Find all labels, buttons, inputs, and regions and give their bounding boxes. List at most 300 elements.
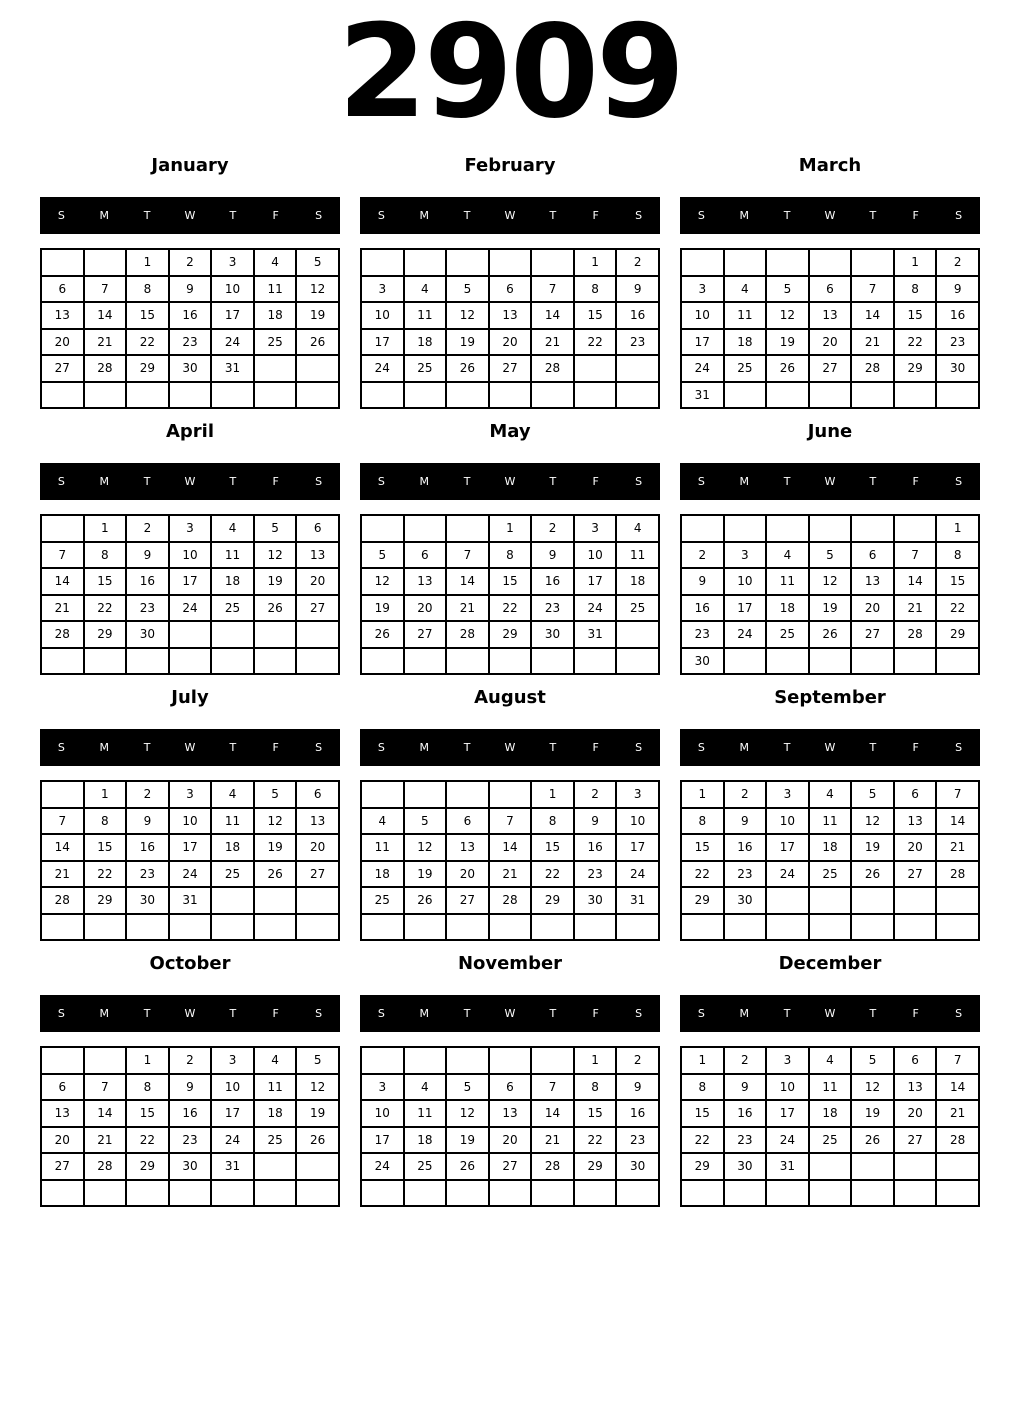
day-cell: 31 (574, 621, 617, 648)
day-cell: 27 (489, 1153, 532, 1180)
day-cell: 21 (936, 834, 979, 861)
day-cell: 3 (724, 542, 767, 569)
day-of-week-label: S (57, 209, 65, 223)
day-cell: 29 (126, 355, 169, 382)
day-of-week-label: F (592, 1007, 599, 1021)
day-of-week-label: M (99, 475, 110, 489)
empty-cell (851, 648, 894, 675)
day-cell: 18 (361, 861, 404, 888)
day-cell: 14 (489, 834, 532, 861)
day-cell: 23 (169, 1127, 212, 1154)
empty-cell (84, 382, 127, 409)
day-cell: 26 (446, 355, 489, 382)
day-cell: 20 (41, 329, 84, 356)
day-cell: 4 (404, 276, 447, 303)
day-cell: 12 (851, 1074, 894, 1101)
week-row (681, 1074, 979, 1101)
week-row (41, 595, 339, 622)
day-cell: 10 (681, 302, 724, 329)
day-cell: 29 (894, 355, 937, 382)
week-row (681, 329, 979, 356)
day-cell: 4 (809, 1047, 852, 1074)
day-cell: 13 (489, 1100, 532, 1127)
week-row (681, 276, 979, 303)
day-cell: 9 (616, 1074, 659, 1101)
day-cell: 15 (531, 834, 574, 861)
week-row (41, 542, 339, 569)
week-row (361, 382, 659, 409)
empty-cell (41, 781, 84, 808)
day-cell: 14 (41, 568, 84, 595)
day-cell: 15 (936, 568, 979, 595)
day-cell: 13 (489, 302, 532, 329)
day-cell: 12 (809, 568, 852, 595)
day-of-week-label: W (184, 741, 196, 755)
day-cell: 27 (41, 1153, 84, 1180)
empty-cell (41, 1047, 84, 1074)
day-cell: 11 (809, 1074, 852, 1101)
day-of-week-label: F (912, 475, 919, 489)
day-of-week-label: T (869, 741, 877, 755)
day-of-week-label: S (377, 1007, 385, 1021)
day-cell: 27 (404, 621, 447, 648)
day-cell: 9 (724, 808, 767, 835)
day-cell: 5 (254, 781, 297, 808)
day-of-week-label: M (419, 1007, 430, 1021)
day-cell: 24 (574, 595, 617, 622)
empty-cell (681, 914, 724, 941)
day-cell: 9 (724, 1074, 767, 1101)
day-of-week-label: M (739, 741, 750, 755)
day-cell: 31 (211, 1153, 254, 1180)
empty-cell (404, 249, 447, 276)
day-cell: 30 (531, 621, 574, 648)
day-cell: 17 (766, 834, 809, 861)
day-cell: 11 (404, 1100, 447, 1127)
day-cell: 29 (531, 887, 574, 914)
day-of-week-header-bar (680, 197, 980, 234)
empty-cell (404, 382, 447, 409)
empty-cell (724, 1180, 767, 1207)
week-row (681, 302, 979, 329)
day-cell: 3 (169, 781, 212, 808)
day-cell: 9 (681, 568, 724, 595)
month-grid (40, 780, 340, 941)
day-cell: 25 (254, 1127, 297, 1154)
day-cell: 22 (531, 861, 574, 888)
week-row (361, 861, 659, 888)
day-cell: 2 (616, 249, 659, 276)
day-cell: 27 (296, 861, 339, 888)
empty-cell (766, 914, 809, 941)
month-october (40, 953, 340, 1207)
day-cell: 5 (851, 781, 894, 808)
day-cell: 1 (894, 249, 937, 276)
month-march (680, 155, 980, 409)
day-cell: 2 (126, 515, 169, 542)
day-cell: 25 (361, 887, 404, 914)
empty-cell (404, 515, 447, 542)
week-row (361, 1180, 659, 1207)
day-cell: 6 (296, 781, 339, 808)
day-cell: 11 (766, 568, 809, 595)
day-cell: 4 (211, 781, 254, 808)
day-cell: 18 (254, 302, 297, 329)
empty-cell (211, 621, 254, 648)
day-cell: 5 (404, 808, 447, 835)
day-cell: 22 (84, 595, 127, 622)
day-of-week-label: W (504, 1007, 516, 1021)
month-august (360, 687, 660, 941)
week-row (41, 329, 339, 356)
empty-cell (84, 914, 127, 941)
day-cell: 7 (84, 276, 127, 303)
week-row (361, 1047, 659, 1074)
week-row (361, 542, 659, 569)
week-row (681, 249, 979, 276)
empty-cell (531, 1047, 574, 1074)
day-cell: 13 (446, 834, 489, 861)
empty-cell (361, 249, 404, 276)
empty-cell (361, 515, 404, 542)
day-of-week-label: T (783, 1007, 791, 1021)
day-cell: 4 (404, 1074, 447, 1101)
day-cell: 25 (809, 861, 852, 888)
empty-cell (254, 1153, 297, 1180)
day-cell: 22 (574, 329, 617, 356)
month-title: June (807, 421, 853, 443)
empty-cell (616, 914, 659, 941)
day-cell: 26 (296, 329, 339, 356)
day-of-week-label: F (272, 741, 279, 755)
day-cell: 22 (84, 861, 127, 888)
empty-cell (84, 1047, 127, 1074)
day-cell: 23 (681, 621, 724, 648)
empty-cell (361, 1047, 404, 1074)
day-of-week-label: T (869, 209, 877, 223)
day-cell: 3 (361, 276, 404, 303)
day-cell: 8 (574, 1074, 617, 1101)
day-cell: 27 (489, 355, 532, 382)
day-cell: 8 (126, 1074, 169, 1101)
day-cell: 4 (254, 1047, 297, 1074)
day-cell: 26 (809, 621, 852, 648)
empty-cell (809, 887, 852, 914)
day-of-week-label: T (549, 741, 557, 755)
day-cell: 7 (41, 542, 84, 569)
day-cell: 20 (809, 329, 852, 356)
month-title: October (149, 953, 231, 975)
month-grid (680, 1046, 980, 1207)
month-september (680, 687, 980, 941)
day-cell: 21 (446, 595, 489, 622)
day-of-week-label: S (315, 741, 323, 755)
day-cell: 9 (169, 276, 212, 303)
month-february (360, 155, 660, 409)
day-cell: 30 (126, 621, 169, 648)
day-of-week-label: W (504, 209, 516, 223)
day-cell: 12 (446, 1100, 489, 1127)
day-cell: 20 (894, 834, 937, 861)
day-cell: 28 (851, 355, 894, 382)
week-row (361, 1074, 659, 1101)
day-cell: 3 (766, 781, 809, 808)
month-title: September (774, 687, 886, 709)
day-cell: 10 (724, 568, 767, 595)
day-cell: 20 (446, 861, 489, 888)
day-cell: 15 (84, 834, 127, 861)
day-cell: 12 (446, 302, 489, 329)
day-cell: 7 (531, 276, 574, 303)
day-cell: 9 (126, 808, 169, 835)
empty-cell (531, 249, 574, 276)
week-row (41, 808, 339, 835)
day-cell: 24 (169, 861, 212, 888)
week-row (681, 808, 979, 835)
day-cell: 20 (489, 1127, 532, 1154)
month-title: April (165, 421, 215, 443)
week-row (361, 1127, 659, 1154)
day-cell: 20 (489, 329, 532, 356)
day-cell: 12 (404, 834, 447, 861)
day-of-week-label: F (592, 209, 599, 223)
week-row (361, 568, 659, 595)
empty-cell (936, 914, 979, 941)
day-of-week-label: M (99, 741, 110, 755)
day-cell: 2 (169, 249, 212, 276)
empty-cell (851, 1180, 894, 1207)
day-of-week-label: S (697, 1007, 705, 1021)
empty-cell (404, 648, 447, 675)
month-june (680, 421, 980, 675)
day-of-week-label: T (143, 1007, 151, 1021)
day-cell: 26 (361, 621, 404, 648)
month-january (40, 155, 340, 409)
empty-cell (254, 621, 297, 648)
day-cell: 20 (851, 595, 894, 622)
empty-cell (211, 648, 254, 675)
day-cell: 4 (254, 249, 297, 276)
day-cell: 27 (851, 621, 894, 648)
week-row (41, 1153, 339, 1180)
empty-cell (851, 1153, 894, 1180)
day-of-week-header-bar (40, 995, 340, 1032)
day-cell: 23 (724, 1127, 767, 1154)
day-cell: 30 (169, 355, 212, 382)
day-cell: 10 (766, 808, 809, 835)
day-cell: 29 (126, 1153, 169, 1180)
day-cell: 1 (84, 781, 127, 808)
day-cell: 6 (894, 781, 937, 808)
day-cell: 19 (851, 1100, 894, 1127)
empty-cell (169, 382, 212, 409)
empty-cell (531, 382, 574, 409)
empty-cell (531, 648, 574, 675)
day-cell: 13 (894, 808, 937, 835)
empty-cell (681, 1180, 724, 1207)
day-cell: 30 (126, 887, 169, 914)
day-cell: 29 (936, 621, 979, 648)
day-cell: 3 (361, 1074, 404, 1101)
day-cell: 20 (296, 568, 339, 595)
day-cell: 7 (84, 1074, 127, 1101)
empty-cell (894, 914, 937, 941)
day-cell: 9 (531, 542, 574, 569)
day-cell: 20 (41, 1127, 84, 1154)
day-cell: 28 (531, 355, 574, 382)
day-cell: 8 (84, 542, 127, 569)
day-cell: 27 (894, 861, 937, 888)
day-cell: 29 (681, 1153, 724, 1180)
day-of-week-header-bar (360, 729, 660, 766)
day-cell: 18 (809, 834, 852, 861)
empty-cell (126, 1180, 169, 1207)
week-row (41, 834, 339, 861)
day-of-week-label: W (824, 475, 836, 489)
day-cell: 1 (936, 515, 979, 542)
empty-cell (574, 355, 617, 382)
empty-cell (404, 781, 447, 808)
day-cell: 31 (681, 382, 724, 409)
day-of-week-label: F (592, 475, 599, 489)
empty-cell (724, 914, 767, 941)
day-cell: 10 (574, 542, 617, 569)
week-row (681, 887, 979, 914)
week-row (361, 887, 659, 914)
day-cell: 24 (724, 621, 767, 648)
day-of-week-label: M (739, 1007, 750, 1021)
day-cell: 11 (724, 302, 767, 329)
empty-cell (531, 914, 574, 941)
day-of-week-label: T (783, 741, 791, 755)
month-april (40, 421, 340, 675)
day-cell: 7 (489, 808, 532, 835)
day-cell: 1 (531, 781, 574, 808)
week-row (681, 914, 979, 941)
day-cell: 23 (126, 861, 169, 888)
day-cell: 8 (894, 276, 937, 303)
empty-cell (809, 382, 852, 409)
week-row (41, 249, 339, 276)
day-cell: 17 (211, 1100, 254, 1127)
day-cell: 19 (766, 329, 809, 356)
day-cell: 11 (254, 276, 297, 303)
day-of-week-label: W (504, 741, 516, 755)
day-of-week-header-bar (680, 463, 980, 500)
day-of-week-header-bar (680, 729, 980, 766)
day-cell: 18 (766, 595, 809, 622)
day-of-week-label: T (783, 209, 791, 223)
day-cell: 15 (126, 302, 169, 329)
empty-cell (296, 648, 339, 675)
day-cell: 16 (724, 834, 767, 861)
month-title: August (474, 687, 546, 709)
day-cell: 5 (766, 276, 809, 303)
day-cell: 18 (404, 1127, 447, 1154)
week-row (41, 1127, 339, 1154)
day-cell: 27 (809, 355, 852, 382)
empty-cell (169, 1180, 212, 1207)
day-cell: 14 (936, 1074, 979, 1101)
day-cell: 27 (296, 595, 339, 622)
day-cell: 21 (894, 595, 937, 622)
week-row (41, 1047, 339, 1074)
empty-cell (894, 648, 937, 675)
day-cell: 6 (851, 542, 894, 569)
day-cell: 2 (681, 542, 724, 569)
day-of-week-label: S (315, 1007, 323, 1021)
day-cell: 27 (41, 355, 84, 382)
empty-cell (894, 382, 937, 409)
empty-cell (126, 382, 169, 409)
day-cell: 19 (254, 568, 297, 595)
empty-cell (296, 887, 339, 914)
week-row (681, 648, 979, 675)
day-cell: 11 (809, 808, 852, 835)
day-cell: 26 (851, 1127, 894, 1154)
day-cell: 22 (681, 1127, 724, 1154)
day-cell: 24 (169, 595, 212, 622)
empty-cell (616, 648, 659, 675)
day-cell: 30 (724, 1153, 767, 1180)
day-cell: 30 (681, 648, 724, 675)
day-cell: 14 (894, 568, 937, 595)
day-of-week-label: F (912, 1007, 919, 1021)
empty-cell (361, 914, 404, 941)
day-cell: 17 (361, 1127, 404, 1154)
day-of-week-header-bar (680, 995, 980, 1032)
day-cell: 22 (126, 329, 169, 356)
day-cell: 8 (574, 276, 617, 303)
day-cell: 21 (41, 595, 84, 622)
empty-cell (489, 249, 532, 276)
empty-cell (296, 355, 339, 382)
day-cell: 19 (254, 834, 297, 861)
day-of-week-label: W (184, 1007, 196, 1021)
day-cell: 18 (724, 329, 767, 356)
month-grid (40, 514, 340, 675)
week-row (361, 1153, 659, 1180)
empty-cell (851, 887, 894, 914)
day-cell: 25 (404, 355, 447, 382)
day-of-week-label: W (184, 475, 196, 489)
day-cell: 2 (936, 249, 979, 276)
day-cell: 13 (296, 808, 339, 835)
empty-cell (126, 648, 169, 675)
day-cell: 23 (126, 595, 169, 622)
day-cell: 25 (809, 1127, 852, 1154)
day-cell: 12 (254, 542, 297, 569)
day-cell: 30 (724, 887, 767, 914)
month-grid (360, 514, 660, 675)
day-cell: 21 (531, 1127, 574, 1154)
empty-cell (126, 914, 169, 941)
day-cell: 21 (851, 329, 894, 356)
empty-cell (766, 1180, 809, 1207)
day-of-week-header-bar (40, 197, 340, 234)
day-cell: 16 (616, 302, 659, 329)
day-cell: 16 (126, 568, 169, 595)
month-title: July (171, 687, 209, 709)
empty-cell (446, 249, 489, 276)
day-cell: 16 (169, 1100, 212, 1127)
day-of-week-label: T (229, 209, 237, 223)
day-of-week-label: T (143, 475, 151, 489)
empty-cell (766, 515, 809, 542)
day-cell: 14 (84, 1100, 127, 1127)
day-of-week-label: W (504, 475, 516, 489)
week-row (41, 568, 339, 595)
